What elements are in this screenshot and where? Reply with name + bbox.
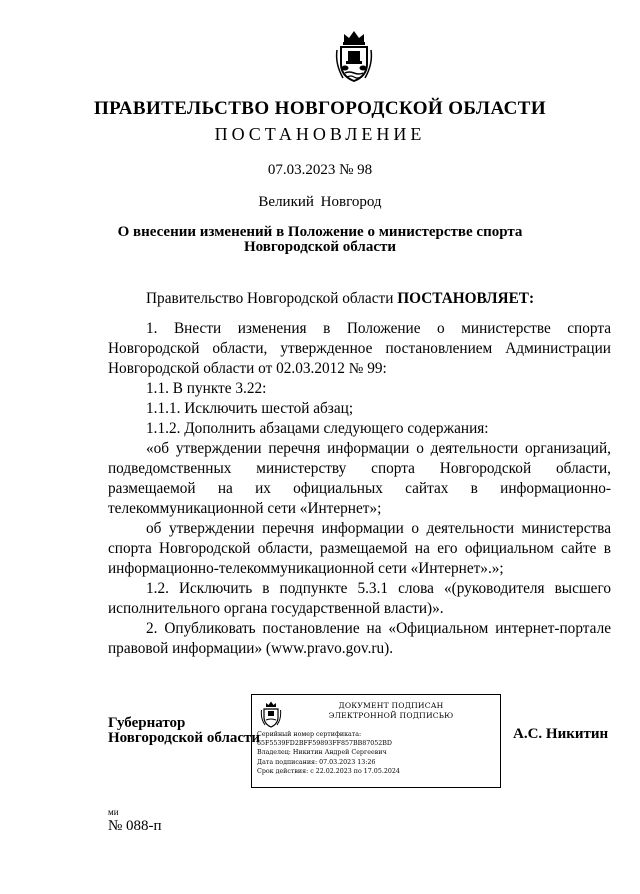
paragraph-1-1: 1.1. В пункте 3.22: — [146, 380, 267, 397]
decree-intro — [108, 289, 611, 309]
government-title: ПРАВИТЕЛЬСТВО НОВГОРОДСКОЙ ОБЛАСТИ — [94, 98, 546, 119]
paragraph-1-1-1: 1.1.1. Исключить шестой абзац; — [146, 400, 354, 417]
document-date-number: 07.03.2023 № 98 — [267, 162, 373, 178]
subject-line-1: О внесении изменений в Положение о министерстве спорта — [117, 224, 523, 240]
footer-code: ми — [108, 807, 119, 817]
paragraph-2: 2. Опубликовать постановление на «Официальном интернет-портале правовой информации» (www.pravo.gov.ru). — [108, 620, 611, 657]
stamp-emblem-icon — [260, 700, 282, 728]
signer-position — [108, 716, 260, 746]
intro-text: Правительство Новгородской области — [146, 290, 394, 307]
paragraph-1-1-2: 1.1.2. Дополнить абзацами следующего содержания: — [146, 420, 489, 437]
signer-position-line-2: Новгородской области — [108, 730, 261, 746]
footer-number: № 088-п — [108, 818, 162, 834]
stamp-serial: 65F5539FD2BFF59893FF857BB87052BD — [257, 740, 392, 748]
stamp-title-line-2: ЭЛЕКТРОННОЙ ПОДПИСЬЮ — [328, 711, 454, 720]
paragraph-1: 1. Внести изменения в Положение о министерстве спорта Новгородской области, утвержденное постановлением Администрации Новгородской области от 02.03.2012 № 99: — [108, 320, 611, 377]
stamp-owner: Владелец: Никитин Андрей Сергеевич — [257, 749, 387, 757]
document-type: ПОСТАНОВЛЕНИЕ — [214, 124, 426, 144]
intro-bold: ПОСТАНОВЛЯЕТ: — [397, 290, 535, 307]
stamp-details — [257, 730, 499, 776]
stamp-title — [286, 701, 496, 721]
coat-of-arms-emblem-icon — [333, 28, 375, 84]
decree-body — [108, 319, 611, 659]
document-place: Великий Новгород — [258, 194, 382, 210]
paragraph-quote-2: об утверждении перечня информации о деятельности министерства спорта Новгородской области, размещаемой на его официальном сайте в информационно-телекоммуникационной сети «Интернет».»; — [108, 520, 611, 577]
subject-line-2: Новгородской области — [243, 239, 397, 255]
electronic-signature-stamp — [251, 694, 501, 788]
stamp-serial-label: Серийный номер сертификата: — [257, 731, 362, 738]
stamp-validity: Срок действия: с 22.02.2023 по 17.05.2024 — [257, 767, 400, 775]
signer-name: А.С. Никитин — [513, 726, 609, 742]
paragraph-quote-1: «об утверждении перечня информации о деятельности организаций, подведомственных министерству спорта Новгородской области, размещаемой на их официальных сайтах в информационно-телекоммуникационной сети «Интернет»; — [108, 440, 611, 517]
stamp-title-line-1: ДОКУМЕНТ ПОДПИСАН — [338, 701, 444, 710]
stamp-signed-date: Дата подписания: 07.03.2023 13:26 — [257, 758, 376, 766]
paragraph-1-2: 1.2. Исключить в подпункте 5.3.1 слова «(руководителя высшего исполнительного органа государственной власти)». — [108, 580, 611, 617]
document-subject — [0, 225, 640, 255]
signer-position-line-1: Губернатор — [108, 715, 186, 731]
